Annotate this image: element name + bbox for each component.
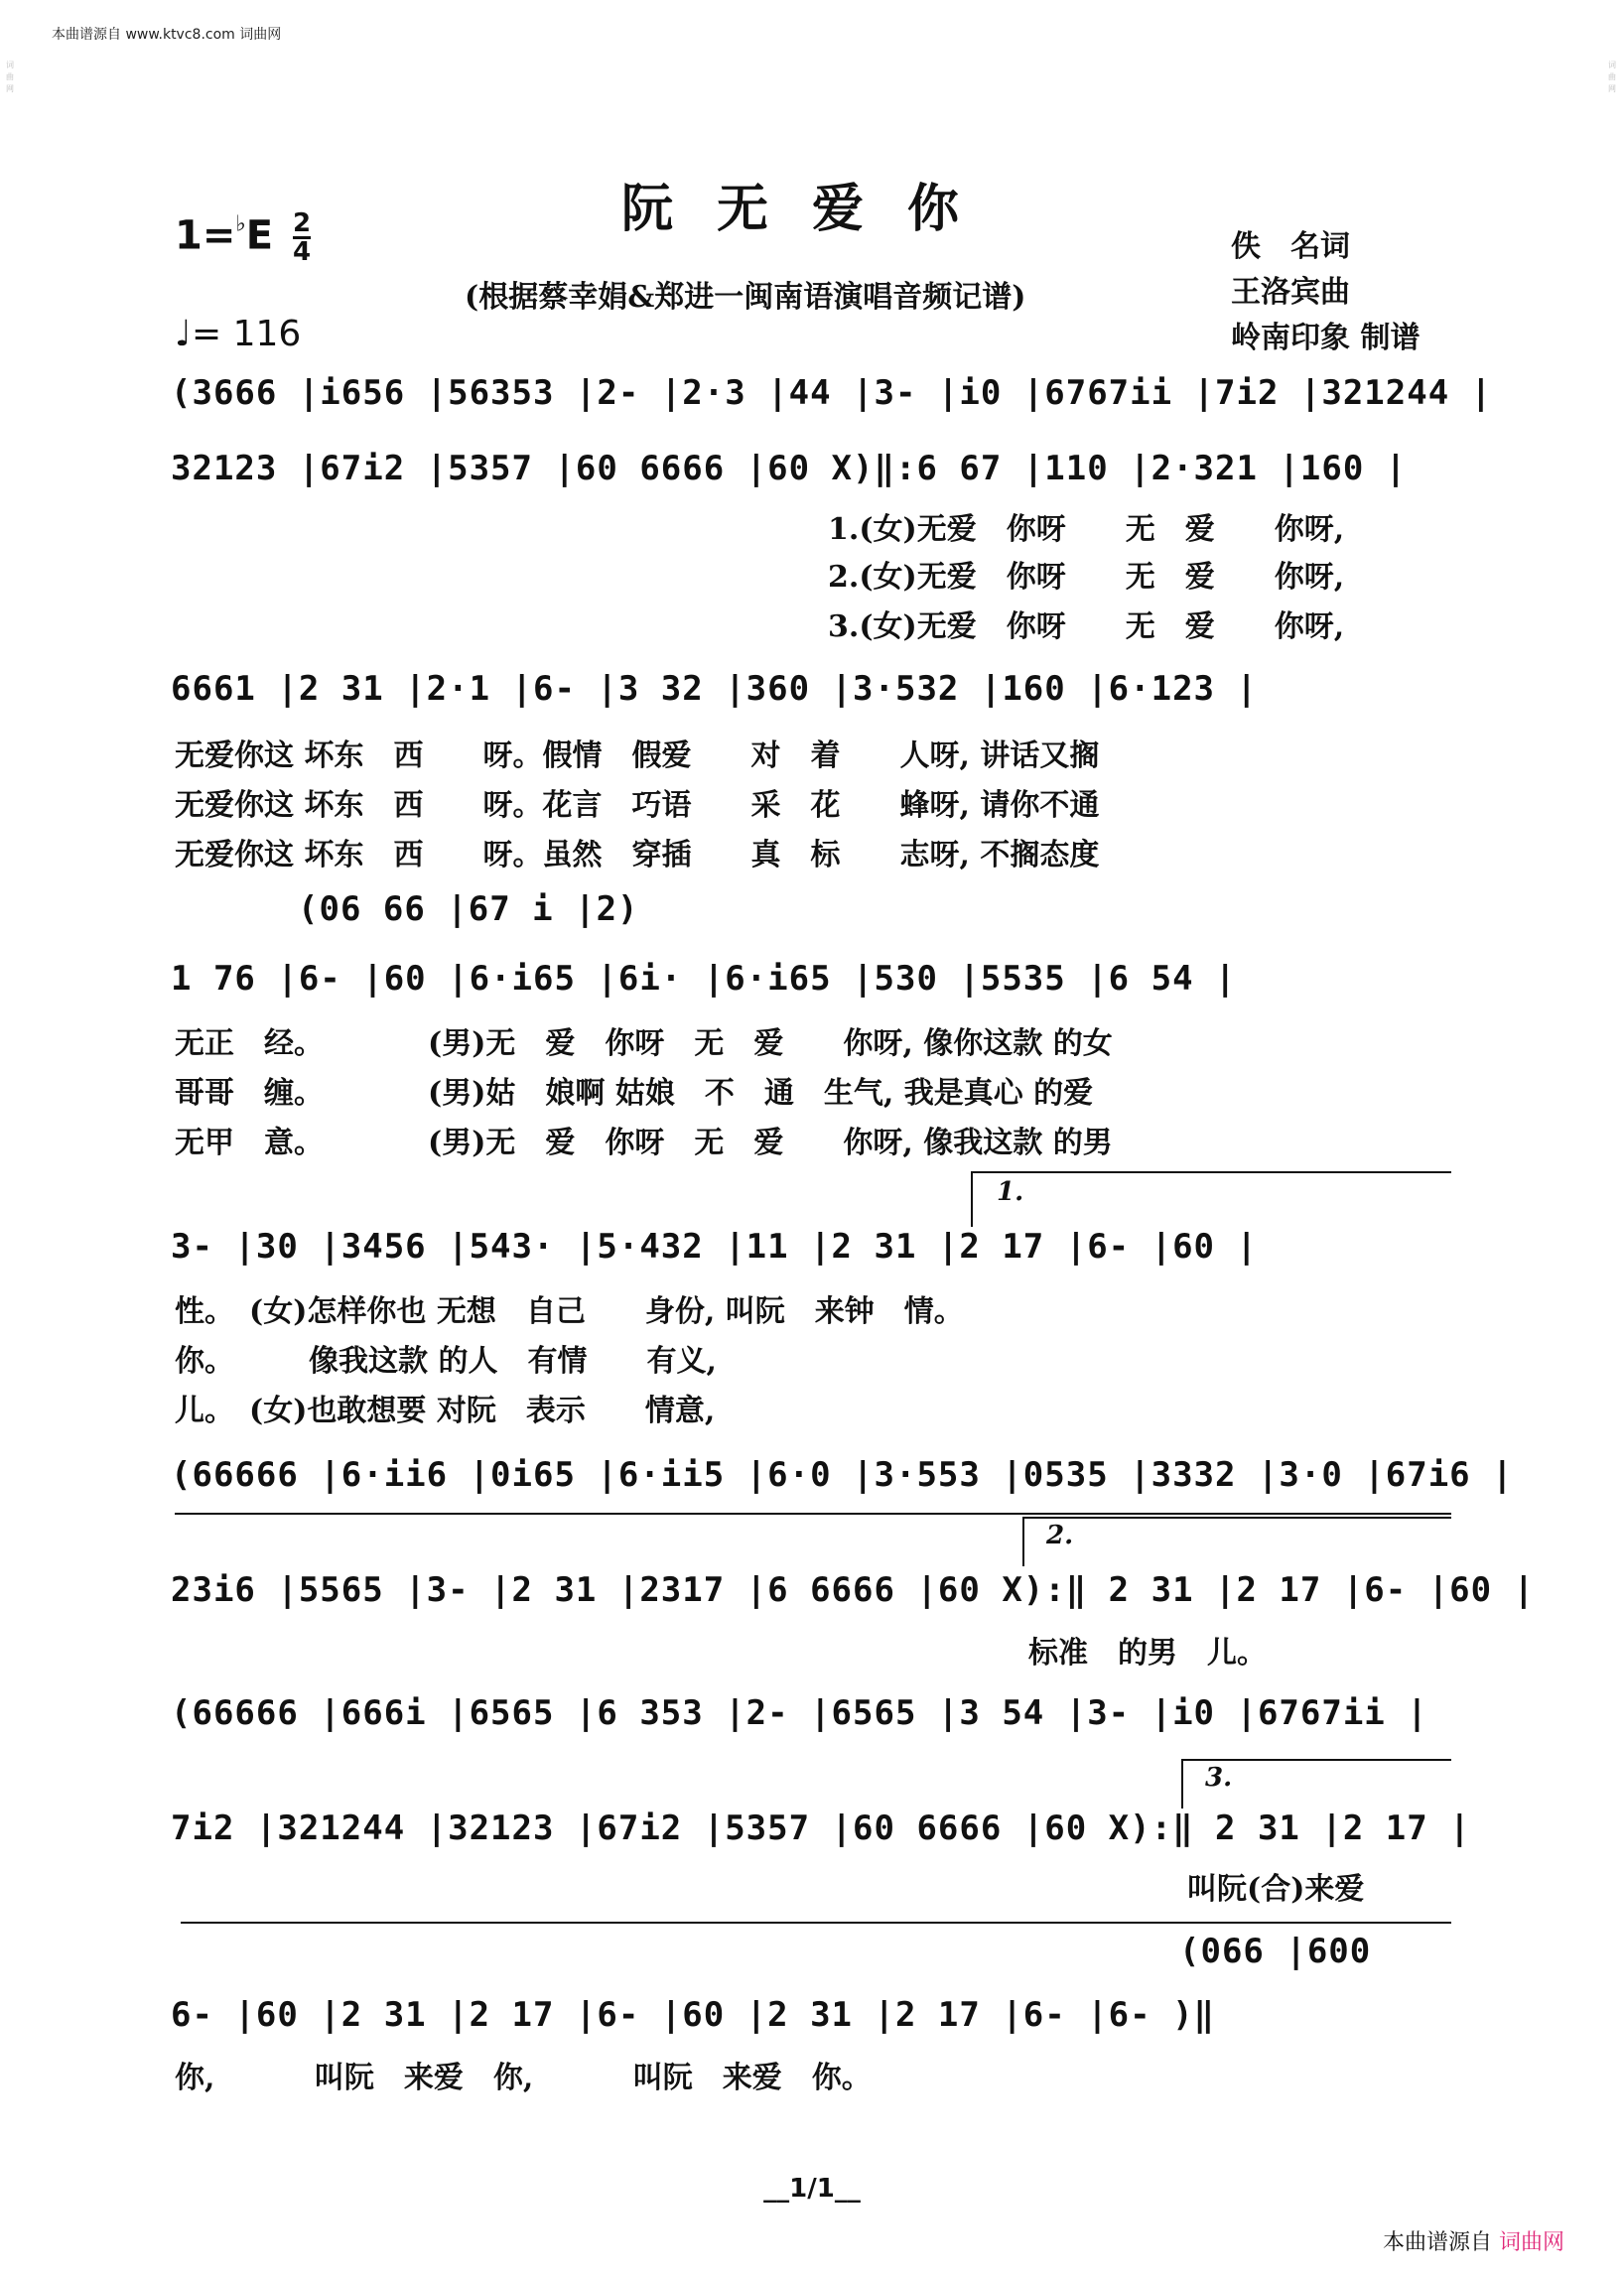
lyric-line-7: 标准 的男 儿。 [1028, 1636, 1267, 1671]
flat-symbol: ♭ [235, 211, 246, 237]
volta-bracket-1 [971, 1171, 1451, 1173]
volta-1-label: 1. [997, 1177, 1024, 1207]
key-prefix: 1= [175, 212, 236, 259]
side-watermark-right: 词曲网 [1608, 61, 1616, 93]
staff-line-4-overlay: (06 66 |67 i |2) [298, 889, 639, 929]
subtitle: (根据蔡幸娟&郑进一闽南语演唱音频记谱) [465, 280, 1026, 315]
credits [1231, 224, 1420, 361]
staff-line-6: (66666 |6·ii6 |0i65 |6·ii5 |6·0 |3·553 |0535 |3332 |3·0 |67i6 | [171, 1455, 1514, 1495]
volta-2-label: 2. [1046, 1521, 1074, 1550]
lyric-verse1-line1: 1.(女)无爱 你呀 无 爱 你呀, [828, 512, 1345, 547]
volta-bracket-1-edge [971, 1171, 973, 1227]
staff-line-9: 7i2 |321244 |32123 |67i2 |5357 |60 6666 |60 X):‖ 2 31 |2 17 | [171, 1809, 1471, 1848]
key-signature [175, 210, 311, 265]
lyric-verse2-line3: 哥哥 缠。 (男)姑 娘啊 姑娘 不 通 生气, 我是真心 的爱 [175, 1076, 1094, 1111]
lyric-verse1-line3: 无正 经。 (男)无 爱 你呀 无 爱 你呀, 像你这款 的女 [175, 1026, 1113, 1061]
lyric-verse2-line2: 无爱你这 坏东 西 呀。花言 巧语 采 花 蜂呀, 请你不通 [175, 788, 1100, 823]
lyric-verse3-line1: 3.(女)无爱 你呀 无 爱 你呀, [828, 609, 1345, 644]
system-rule-10 [181, 1922, 1451, 1924]
source-watermark: 本曲谱源自 www.ktvc8.com 词曲网 [52, 27, 282, 43]
system-rule-6 [175, 1513, 1451, 1515]
lyric-verse2-line4: 你。 像我这款 的人 有情 有义, [175, 1344, 717, 1379]
bottom-watermark-prefix: 本曲谱源自 [1382, 2230, 1492, 2255]
bottom-watermark-brand: 词曲网 [1498, 2230, 1564, 2255]
staff-line-5: 3- |30 |3456 |543· |5·432 |11 |2 31 |2 17 |6- |60 | [171, 1227, 1258, 1267]
time-signature [293, 210, 311, 265]
lyric-verse3-line3: 无甲 意。 (男)无 爱 你呀 无 爱 你呀, 像我这款 的男 [175, 1126, 1113, 1160]
page-number: __1/1__ [763, 2174, 861, 2204]
time-denominator: 4 [293, 237, 312, 267]
lyricist: 佚 名词 [1231, 229, 1350, 264]
volta-3-label: 3. [1205, 1763, 1233, 1793]
volta-bracket-2-edge [1022, 1517, 1024, 1566]
time-numerator: 2 [293, 208, 312, 238]
staff-line-7: 23i6 |5565 |3- |2 31 |2317 |6 6666 |60 X):‖ 2 31 |2 17 |6- |60 | [171, 1570, 1536, 1610]
lyric-verse1-line2: 无爱你这 坏东 西 呀。假情 假爱 对 着 人呀, 讲话又搁 [175, 738, 1100, 773]
volta-bracket-2 [1022, 1517, 1451, 1519]
composer: 王洛宾曲 [1231, 275, 1350, 310]
volta-bracket-3-edge [1181, 1759, 1183, 1809]
staff-line-10: 6- |60 |2 31 |2 17 |6- |60 |2 31 |2 17 |6- |6- )‖ [171, 1995, 1216, 2035]
lyric-verse2-line1: 2.(女)无爱 你呀 无 爱 你呀, [828, 560, 1345, 595]
staff-line-2: 32123 |67i2 |5357 |60 6666 |60 X)‖:6 67 |110 |2·321 |160 | [171, 449, 1408, 488]
arranger: 岭南印象 制谱 [1231, 321, 1421, 355]
tempo-marking: ♩= 116 [175, 314, 302, 354]
lyric-verse3-line4: 儿。 (女)也敢想要 对阮 表示 情意, [175, 1394, 716, 1428]
staff-line-1: (3666 |i656 |56353 |2- |2·3 |44 |3- |i0 |6767ii |7i2 |321244 | [171, 373, 1493, 413]
lyric-line-10: 你, 叫阮 来爱 你, 叫阮 来爱 你。 [175, 2061, 872, 2095]
lyric-verse3-line2: 无爱你这 坏东 西 呀。虽然 穿插 真 标 志呀, 不搁态度 [175, 838, 1100, 872]
key-letter: E [245, 212, 274, 259]
lyric-line-9: 叫阮(合)来爱 [1187, 1872, 1365, 1907]
volta-bracket-3 [1181, 1759, 1451, 1761]
song-title: 阮无爱你 [620, 179, 1003, 239]
staff-line-4: 1 76 |6- |60 |6·i65 |6i· |6·i65 |530 |5535 |6 54 | [171, 959, 1237, 999]
staff-line-8: (66666 |666i |6565 |6 353 |2- |6565 |3 54 |3- |i0 |6767ii | [171, 1693, 1428, 1733]
staff-line-3: 6661 |2 31 |2·1 |6- |3 32 |360 |3·532 |160 |6·123 | [171, 669, 1258, 709]
staff-line-10-overlay: (066 |600 [1179, 1932, 1372, 1971]
lyric-verse1-line4: 性。 (女)怎样你也 无想 自己 身份, 叫阮 来钟 情。 [175, 1294, 964, 1329]
side-watermark-left: 词曲网 [6, 61, 14, 93]
bottom-watermark [1383, 2225, 1564, 2256]
